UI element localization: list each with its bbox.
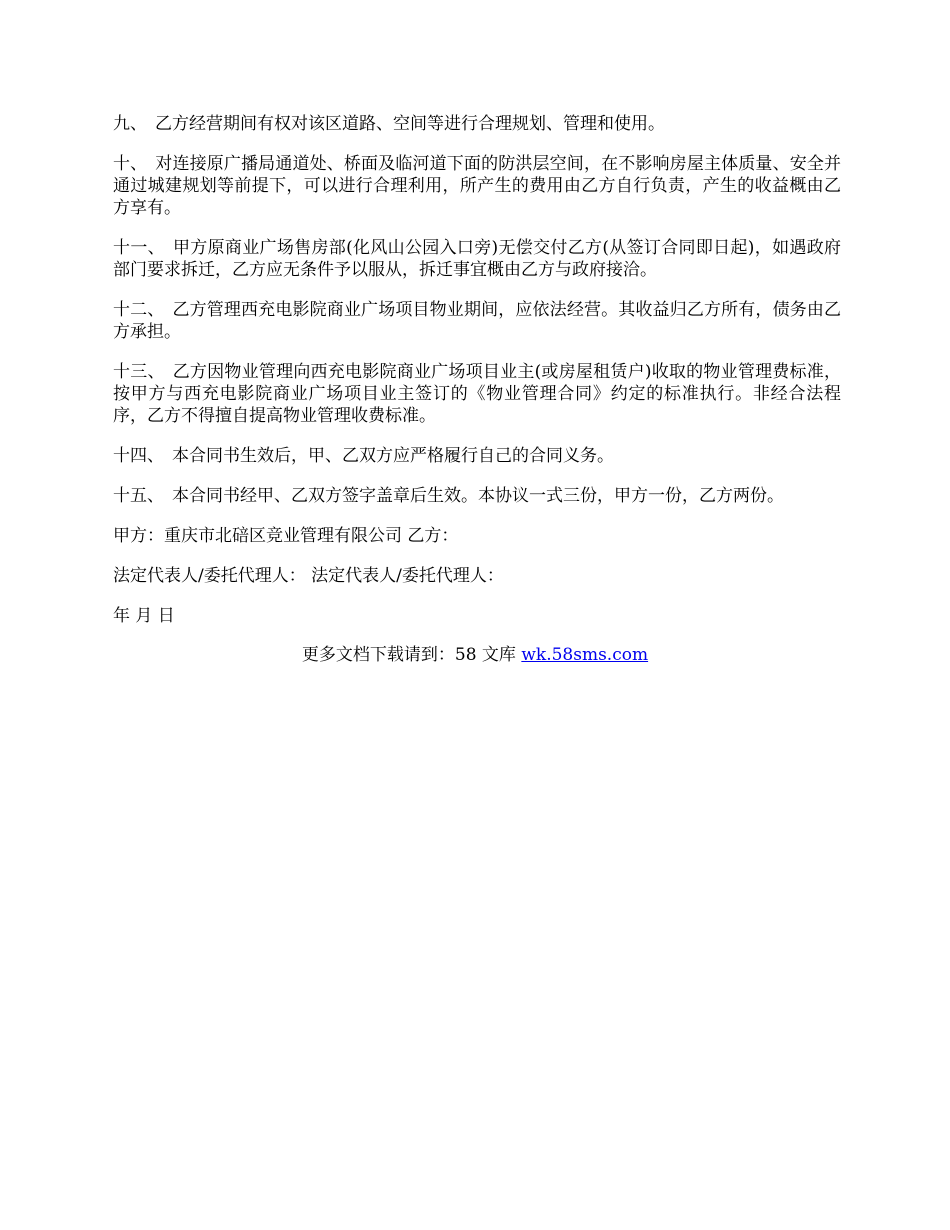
clause-11 <box>113 237 841 281</box>
clause-number: 十五、 <box>113 486 164 506</box>
clause-text: 本合同书生效后，甲、乙双方应严格履行自己的合同义务。 <box>172 446 614 466</box>
clause-text: 甲方原商业广场售房部(化风山公园入口旁)无偿交付乙方(从签订合同即日起)，如遇政府部门要求拆迁，乙方应无条件予以服从，拆迁事宜概由乙方与政府接洽。 <box>113 238 842 280</box>
clause-text: 乙方经营期间有权对该区道路、空间等进行合理规划、管理和使用。 <box>155 114 665 134</box>
clause-text: 乙方管理西充电影院商业广场项目物业期间，应依法经营。其收益归乙方所有，债务由乙方承担。 <box>113 300 842 342</box>
signature-representatives: 法定代表人/委托代理人： 法定代表人/委托代理人： <box>113 566 504 586</box>
clause-number: 十三、 <box>113 362 165 382</box>
clause-10 <box>113 153 841 219</box>
clause-number: 十一、 <box>113 238 165 258</box>
clause-number: 十二、 <box>113 300 165 320</box>
clause-number: 九、 <box>113 114 147 134</box>
clause-9 <box>113 113 841 135</box>
footer <box>0 643 950 667</box>
clause-number: 十四、 <box>113 446 164 466</box>
clause-14 <box>113 445 841 467</box>
clause-12 <box>113 299 841 343</box>
clause-text: 本合同书经甲、乙双方签字盖章后生效。本协议一式三份，甲方一份，乙方两份。 <box>172 486 784 506</box>
clause-number: 十、 <box>113 154 148 174</box>
clause-13 <box>113 361 841 427</box>
document-body <box>113 113 841 645</box>
clause-text: 乙方因物业管理向西充电影院商业广场项目业主(或房屋租赁户)收取的物业管理费标准，按甲方与西充电影院商业广场项目业主签订的《物业管理合同》约定的标准执行。非经合法程序，乙方不得擅自提高物业管理收费标准。 <box>113 362 842 426</box>
signature-date: 年 月 日 <box>113 606 175 626</box>
clause-15 <box>113 485 841 507</box>
signature-parties: 甲方：重庆市北碚区竞业管理有限公司 乙方： <box>113 526 459 546</box>
clause-text: 对连接原广播局通道处、桥面及临河道下面的防洪层空间，在不影响房屋主体质量、安全并通过城建规划等前提下，可以进行合理利用，所产生的费用由乙方自行负责，产生的收益概由乙方享有。 <box>113 154 842 218</box>
footer-link[interactable]: wk.58sms.com <box>521 645 649 665</box>
footer-text: 更多文档下载请到：58 文库 <box>301 645 522 665</box>
